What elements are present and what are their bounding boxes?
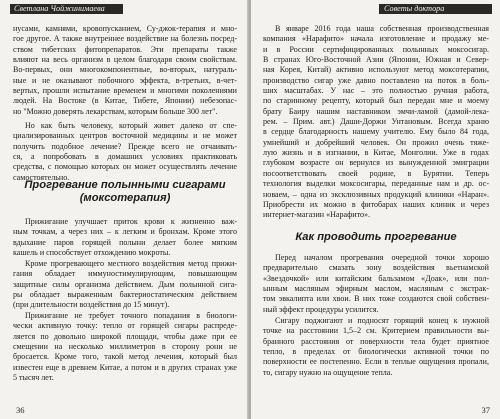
running-head-left: Светлана Чойжинимаева [14,4,105,13]
text-line: самостоятельно. [13,172,70,182]
text-line: новаем, – одна из эксклюзивных продукций клиники «Наран». [263,189,489,199]
left-section-title-line2: (моксотерапия) [79,192,171,204]
page-number-left: 36 [16,405,25,415]
text-line: В странах Юго-Восточной Азии (Японии, Южная и Север- [263,55,489,65]
text-line: Сигару поджигают и подносят горящий конец к нужной [275,316,489,325]
text-line: известен еще в древнем Китае, а потом и в других странах уже [13,362,237,372]
text-line: чески активную точку: тепло от горящей сигары распреде- [13,321,237,331]
text-line: защитные силы организма действием. Дым полынной сига- [13,279,237,289]
text-line: «Звездочкой» или китайским бальзамом «Доак», или пол- [263,273,489,283]
text-line: умнейший и добрейший человек. Он прожил очень тяже- [263,137,489,147]
text-line: (при длительности воздействия до 15 минут). [13,300,170,310]
text-line: Но как быть человеку, который живет далеко от спе- [25,121,237,130]
text-line: Во-первых, они многокомпонентные, во-вторых, натураль- [13,65,237,75]
text-line: людей. На Востоке (в Китае, Тибете, Японии) небезопас- [13,96,237,106]
text-line: ные и не оказывают побочного эффекта, в-третьих, в-чет- [13,75,237,85]
text-line: в сердце благодарность нашему учителю. Ему было 84 года, [263,127,489,137]
text-line: В январе 2016 года наша собственная производственная [275,24,489,33]
text-line: гания обладает иммуностимулирующим, повышающим [13,269,237,279]
text-line: ших масштабах. У нас – это полностью ручная работа, [263,86,489,96]
text-line: тепло, в пределах от биологически активной точки по [263,347,489,357]
text-line: и в России сертифицированных полынных моксосигар. [263,44,489,54]
text-line: ный эффект процедуры усилится. [263,304,379,314]
text-line: влияют на весь организм в целом благодаря своим свойствам. [13,55,237,65]
text-line: Прижигание улучшает приток крови к жизненно важ- [25,217,237,226]
text-line: бросается. Кроме того, такой метод лечения, который был [13,352,237,362]
text-line: Прижигание не требует точного попадания в биологи- [25,311,237,320]
left-paragraph-2 [13,121,237,183]
text-line: Кроме прогревающего местного воздействия метод прижи- [25,259,237,268]
left-paragraph-5 [13,311,237,383]
text-line: ся, а попробовать в домашних условиях практиковать [13,152,237,162]
page-number-right: 37 [481,405,490,415]
text-line: компания «Нарафито» начала изготовление и продажу ме- [263,34,489,44]
right-paragraph-1 [263,24,489,221]
text-line: том эвкалипта или хвои. В них тоже создаются свой собствен- [263,294,489,304]
text-line: рем. – Прим. авт.) Даши-Доржи Унтановым. Всегда храню [263,117,489,127]
text-line: ляется по довольно широкой площади, чтобы даже при ее [13,331,237,341]
left-page [0,0,249,419]
text-line: то, сигару нужно на ощущение тепла. [263,367,393,377]
text-line: лую жизнь и в изгнании, в Китае, Монголии. Уже в годах [263,148,489,158]
text-line: ным точкам, а через них – к легким и бронхам. Кроме этого [13,227,237,237]
text-line: ры обладает выраженным бактериостатическим действием [13,290,237,300]
running-head-right: Советы доктора Чойжинимаевой [384,4,445,25]
text-line: предварительно смазать зону воздействия вьетнамской [263,263,489,273]
text-line: нусами, камнями, кровопусканием, Су-джок-терапия и мно- [13,24,237,33]
text-line: смещении на несколько миллиметров в сторону рони не [13,342,237,352]
text-line: ством тибетских фитопрепаратов. Эти препараты также [13,44,237,54]
text-line: Приобрести их можно в фитобарах наших клиник и через [263,199,489,209]
text-line: вдыхание паров горящей полыни делает более мягким [13,237,237,247]
text-line: ная Корея, Китай) активно используют метод моксотерапии, [263,65,489,75]
text-line: глубоком возрасте он вернулся из вынужденной эмиграции [263,158,489,168]
left-paragraph-4 [13,259,237,311]
text-line: по старинному рецепту, который был передан мне и моему [263,96,489,106]
right-paragraph-3 [263,316,489,378]
text-line: поверхности ее постепенно. Если в теплые ощущения пропали, [263,357,489,367]
text-line: получить подобное лечение? Прежде всего не отчаивать- [13,141,237,151]
text-line: производство сигар уже давно поставлено на поток в боль- [263,75,489,85]
text-line: ынным масляным эфирным маслом, масляным с экстрак- [263,284,489,294]
text-line: вертых, прошли испытание временем и многими поколениями [13,86,237,96]
left-section-title-line1: Прогревание полынными сигарами [24,179,226,191]
left-paragraph-1 [13,24,237,117]
text-line: посоответствовать своей родине, в Бурятии. Теперь [263,168,489,178]
text-line: но "Можно доверять лекарствам, которым больше 300 лет". [13,106,218,116]
text-line: кашель и способствует отхождению мокроты. [13,248,171,258]
text-line: технология выделки моксосигары, переданные нам и др. ос- [263,179,489,189]
text-line: Перед началом прогревания очередной точки хорошо [275,253,489,262]
right-paragraph-2 [263,253,489,315]
text-line: интернет-магазин «Нарафито». [263,210,371,220]
right-page [251,0,500,419]
text-line: точке на расстоянии 1,5–2 см. Критерием правильности вы- [263,326,489,336]
left-paragraph-3 [13,217,237,258]
left-section-title [10,179,240,205]
right-section-title: Как проводить прогревание [295,231,457,243]
text-line: средства, с помощью которых он может осуществлять лечение [13,162,237,172]
text-line: гое другое. А также внутреннее воздействие на болезнь посред- [13,34,237,44]
text-line: 5 тысяч лет. [13,373,54,383]
text-line: брату Баиру нашим наставником эмчи-ламой (дамой-лека- [263,106,489,116]
text-line: бранного расстояния от поверхности тела будет приятное [263,336,489,346]
text-line: циализированных центров восточной медицины и не может [13,131,237,141]
